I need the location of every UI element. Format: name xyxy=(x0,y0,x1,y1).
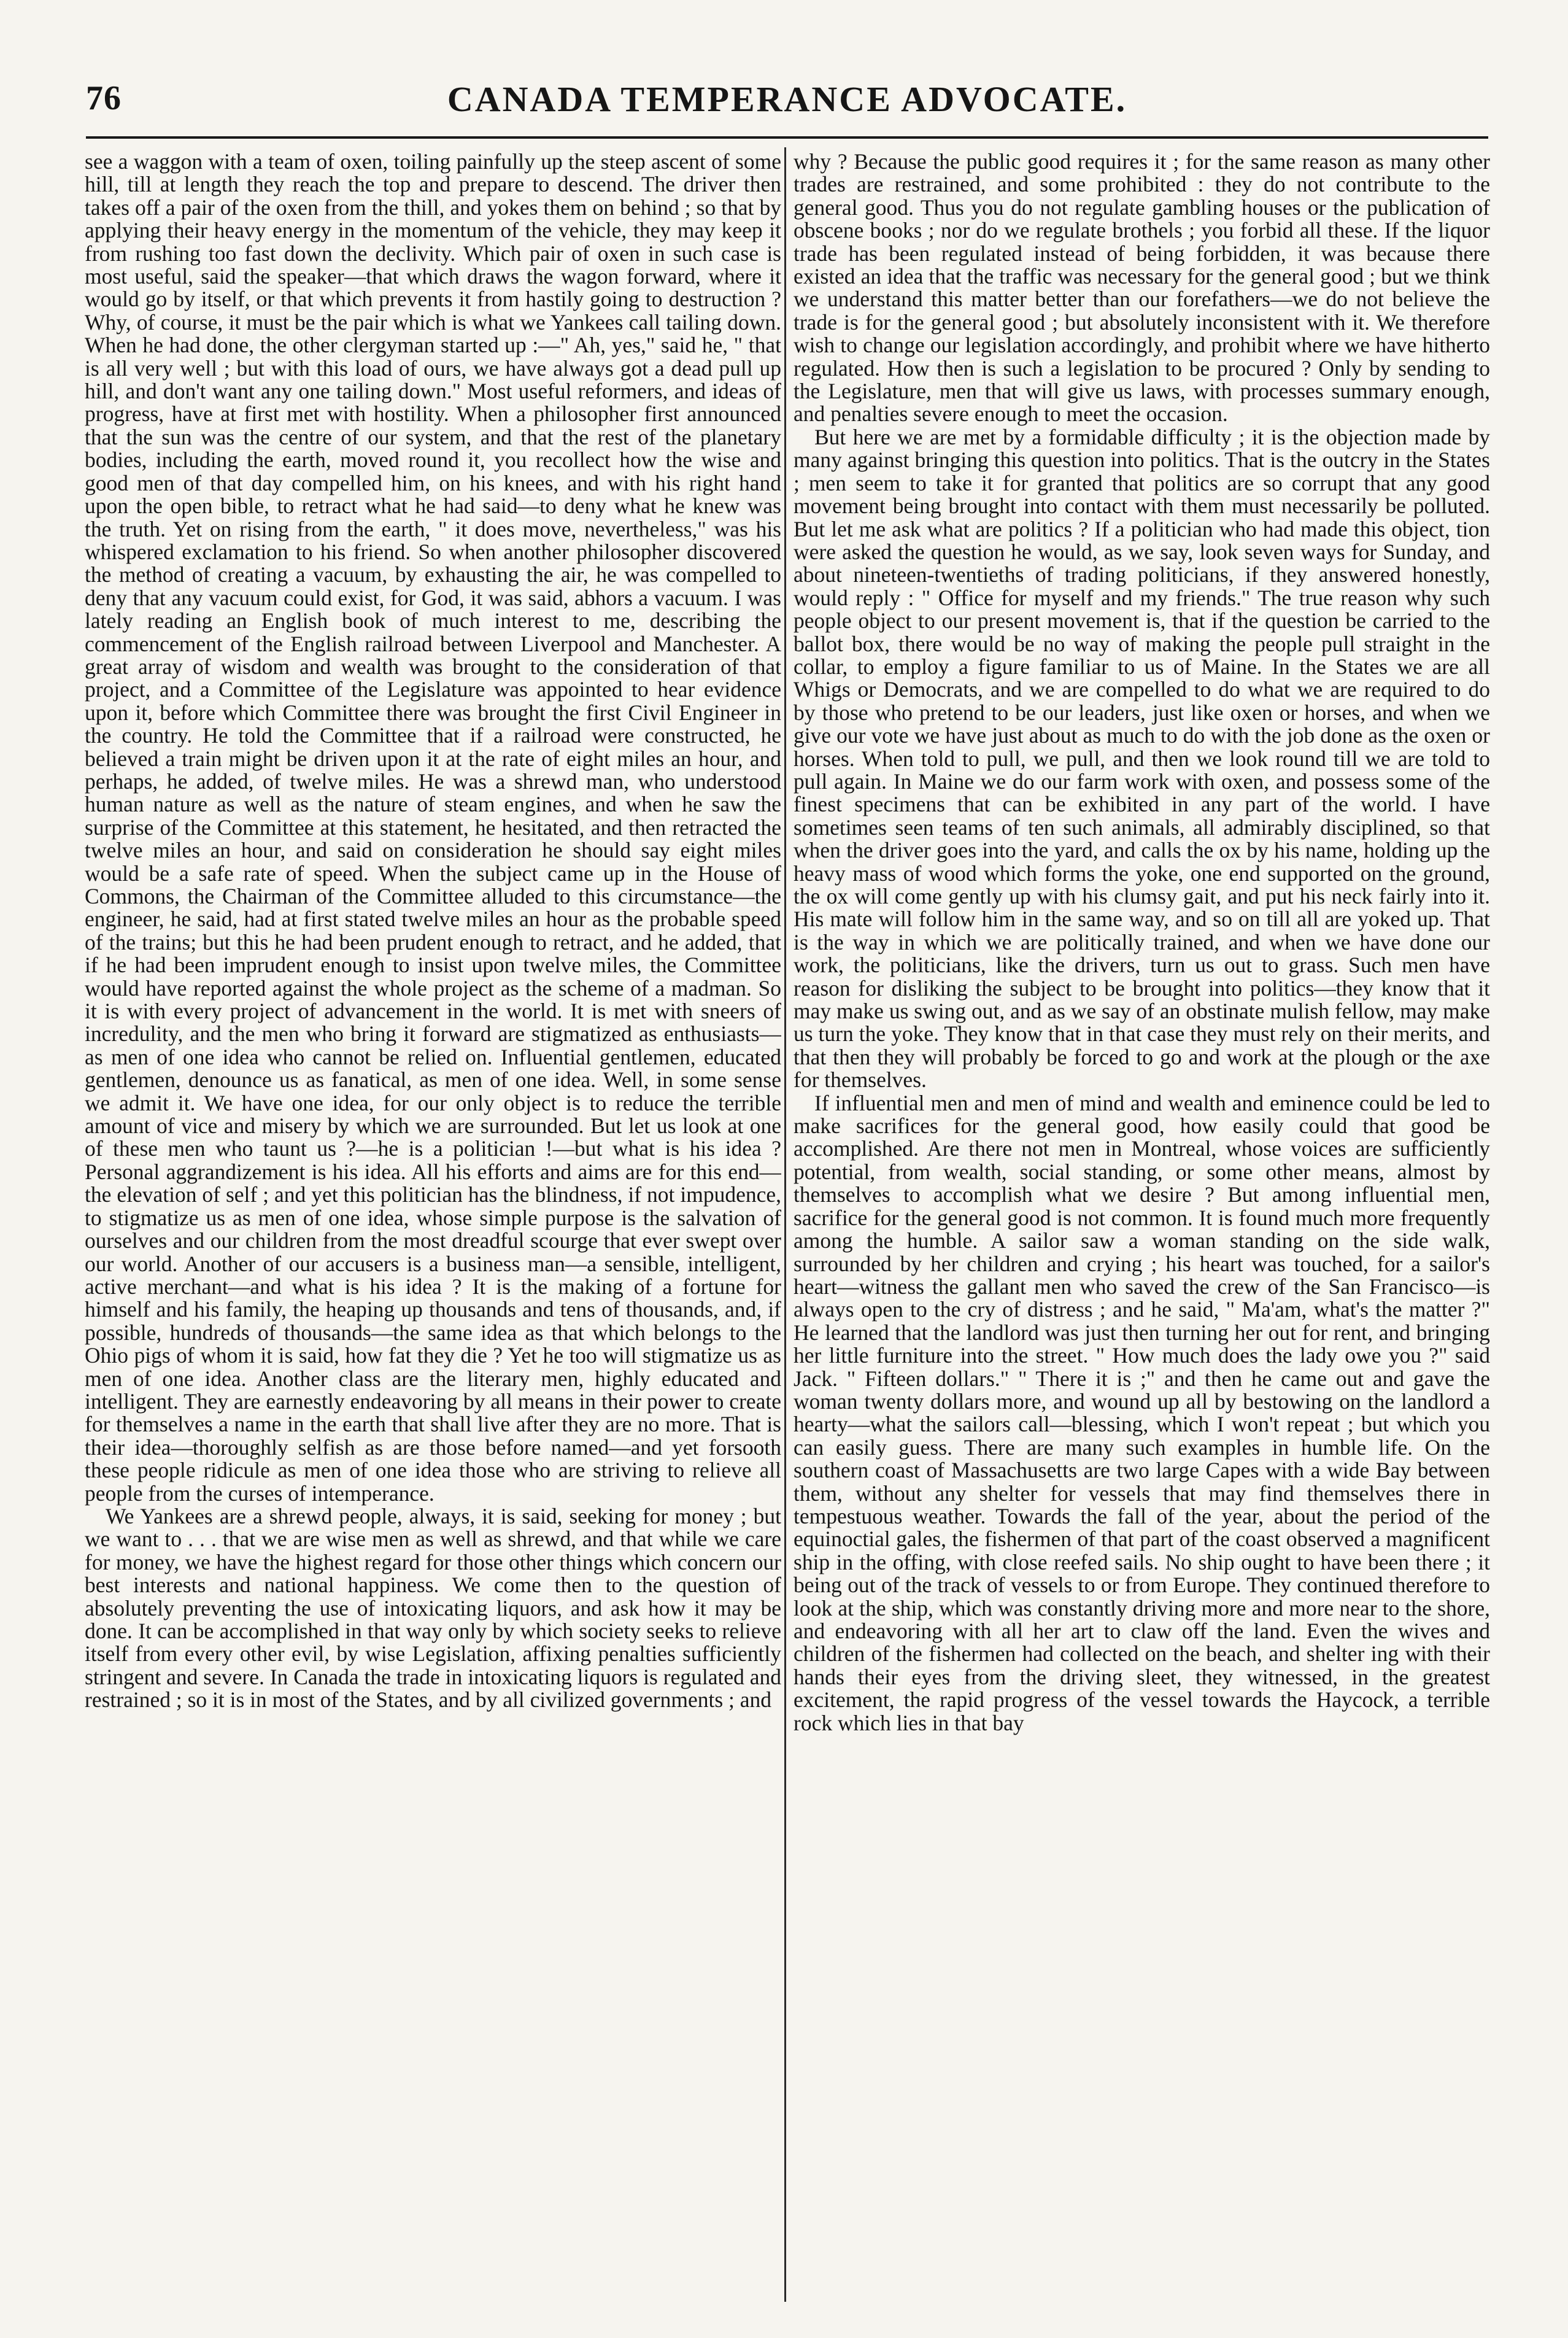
paragraph: But here we are met by a formidable difficulty ; it is the objection made by many against bringing this question into politics. That is the outcry in the States ; men seem to take it for granted that politics are so corrupt that any good movement being brought into contact with them must necessarily be polluted. But let me ask what are politics ? If a politician who had made this object, tion were asked the question he would, as we say, look seven ways for Sunday, and about nineteen-twentieths of trading politicians, if they answered honestly, would reply : " Office for myself and my friends." The true reason why such people object to our present movement is, that if the question be carried to the ballot box, there would be no way of making the people pull straight in the collar, to employ a figure familiar to us of Maine. In the States we are all Whigs or Democrats, and we are compelled to do what we are required to do by those who pretend to be our leaders, just like oxen or horses, and when we give our vote we have just about as much to do with the job done as the oxen or horses. When told to pull, we pull, and then we look round till we are told to pull again. In Maine we do our farm work with oxen, and possess some of the finest specimens that can be exhibited in any part of the world. I have sometimes seen teams of ten such animals, all admirably disciplined, so that when the driver goes into the yard, and calls the ox by his name, holding up the heavy mass of wood which forms the yoke, one end supported on the ground, the ox will come gently up with his clumsy gait, and put his neck fairly into it. His mate will follow him in the same way, and so on till all are yoked up. That is the way in which we are politically trained, and when we have done our work, the politicians, like the drivers, turn us out to grass. Such men have reason for disliking the subject to be brought into politics—they know that it may make us swing out, and as we say of an obstinate mulish fellow, may make us turn the yoke. They know that in that case they must rely on their merits, and that then they will probably be forced to go and work at the plough or the axe for themselves. xyxy=(794,424,1490,1093)
page-header xyxy=(86,79,1488,134)
paragraph: We Yankees are a shrewd people, always, it is said, seeking for money ; but we want to . . . that we are wise men as well as shrewd, and that while we care for money, we have the highest regard for those other things which concern our best interests and national happiness. We come then to the question of absolutely preventing the use of intoxicating liquors, and ask how it may be done. It can be accomplished in that way only by which society seeks to relieve itself from every other evil, by wise Legislation, affixing penalties sufficiently stringent and severe. In Canada the trade in intoxicating liquors is regulated and restrained ; so it is in most of the States, and by all civilized governments ; and xyxy=(85,1503,781,1713)
running-title: CANADA TEMPERANCE ADVOCATE. xyxy=(447,79,1127,119)
paragraph: If influential men and men of mind and wealth and eminence could be led to make sacrifices for the general good, how easily could that good be accomplished. Are there not men in Montreal, whose voices are sufficiently potential, from wealth, social standing, or some other means, almost by themselves to accomplish what we desire ? But among influential men, sacrifice for the general good is not common. It is found much more frequently among the humble. A sailor saw a woman standing on the side walk, surrounded by her children and crying ; his heart was touched, for a sailor's heart—witness the gallant men who saved the crew of the San Francisco—is always open to the cry of distress ; and he said, " Ma'am, what's the matter ?" He learned that the landlord was just then turning her out for rent, and bringing her little furniture into the street. " How much does the lady owe you ?" said Jack. " Fifteen dollars." " There it is ;" and then he came out and gave the woman twenty dollars more, and wound up all by bestowing on the landlord a hearty—what the sailors call—blessing, which I won't repeat ; but which you can easily guess. There are many such examples in humble life. On the southern coast of Massachusetts are two large Capes with a wide Bay between them, without any shelter for vessels that may find themselves there in tempestuous weather. Towards the fall of the year, about the period of the equinoctial gales, the fishermen of that part of the coast observed a magnificent ship in the offing, with close reefed sails. No ship ought to have been there ; it being out of the track of vessels to or from Europe. They continued therefore to look at the ship, which was constantly driving more and more near to the shore, and endeavoring with all her art to claw off the land. Even the wives and children of the fishermen had collected on the beach, and shelter ing with their hands their eyes from the driving sleet, they witnessed, in the greatest excitement, the rapid progress of the vessel towards the Haycock, a terrible rock which lies in that bay xyxy=(794,1090,1490,1735)
paragraph: see a waggon with a team of oxen, toiling painfully up the steep ascent of some hill, till at length they reach the top and prepare to descend. The driver then takes off a pair of the oxen from the thill, and yokes them on behind ; so that by applying their heavy energy in the momentum of the vehicle, they may keep it from rushing too fast down the declivity. Which pair of oxen in such case is most useful, said the speaker—that which draws the wagon forward, where it would go by itself, or that which prevents it from hastily going to destruction ? Why, of course, it must be the pair which is what we Yankees call tailing down. When he had done, the other clergyman started up :—" Ah, yes," said he, " that is all very well ; but with this load of ours, we have always got a dead pull up hill, and don't want any one tailing down." Most useful reformers, and ideas of progress, have at first met with hostility. When a philosopher first announced that the sun was the centre of our system, and that the rest of the planetary bodies, including the earth, moved round it, you recollect how the wise and good men of that day compelled him, on his knees, and with his right hand upon the open bible, to retract what he had said—to deny what he knew was the truth. Yet on rising from the earth, " it does move, nevertheless," was his whispered exclamation to his friend. So when another philosopher discovered the method of creating a vacuum, by exhausting the air, he was compelled to deny that any vacuum could exist, for God, it was said, abhors a vacuum. I was lately reading an English book of much interest to me, describing the commencement of the English railroad between Liverpool and Manchester. A great array of wisdom and wealth was brought to the consideration of that project, and a Committee of the Legislature was appointed to hear evidence upon it, before which Committee there was brought the first Civil Engineer in the country. He told the Committee that if a railroad were constructed, he believed a train might be driven upon it at the rate of eight miles an hour, and perhaps, he added, of twelve miles. He was a shrewd man, who understood human nature as well as the nature of steam engines, and when he saw the surprise of the Committee at this statement, he hesitated, and then retracted the twelve miles an hour, and said on consideration he should say eight miles would be a safe rate of speed. When the subject came up in the House of Commons, the Chairman of the Committee alluded to this circumstance—the engineer, he said, had at first stated twelve miles an hour as the probable speed of the trains; but this he had been prudent enough to retract, and he added, that if he had been imprudent enough to insist upon twelve miles, the Committee would have reported against the whole project as the scheme of a madman. So it is with every project of advancement in the world. It is met with sneers of incredulity, and the men who bring it forward are stigmatized as enthusiasts—as men of one idea who cannot be relied on. Influential gentlemen, educated gentlemen, denounce us as fanatical, as men of one idea. Well, in some sense we admit it. We have one idea, for our only object is to reduce the terrible amount of vice and misery by which we are surrounded. But let us look at one of these men who taunt us ?—he is a politician !—but what is his idea ? Personal aggrandizement is his idea. All his efforts and aims are for this end—the elevation of self ; and yet this politician has the blindness, if not impudence, to stigmatize us as men of one idea, whose simple purpose is the salvation of ourselves and our children from the most dreadful scourge that ever swept over our world. Another of our accusers is a business man—a sensible, intelligent, active merchant—and what is his idea ? It is the making of a fortune for himself and his family, the heaping up thousands and tens of thousands, and, if possible, hundreds of thousands—the same idea as that which belongs to the Ohio pigs of whom it is said, how fat they die ? Yet he too will stigmatize us as men of one idea. Another class are the literary men, highly educated and intelligent. They are earnestly endeavoring by all means in their power to create for themselves a name in the earth that shall live after they are no more. That is their idea—thoroughly selfish as are those before named—and yet forsooth these people ridicule as men of one idea those who are striving to relieve all people from the curses of intemperance. xyxy=(85,150,781,1506)
header-rule xyxy=(86,136,1488,139)
column-divider xyxy=(784,147,786,2302)
left-column xyxy=(85,150,781,2299)
right-column xyxy=(794,150,1490,2299)
paragraph: why ? Because the public good requires it ; for the same reason as many other trades are restrained, and some prohibited : they do not contribute to the general good. Thus you do not regulate gambling houses or the publication of obscene books ; nor do we regulate brothels ; you forbid all these. If the liquor trade has been regulated instead of being forbidden, it was because there existed an idea that the traffic was necessary for the general good ; but we think we understand this matter better than our forefathers—we do not believe the trade is for the general good ; but absolutely inconsistent with it. We therefore wish to change our legislation accordingly, and prohibit where we have hitherto regulated. How then is such a legislation to be procured ? Only by sending to the Legislature, men that will give us laws, with processes summary enough, and penalties severe enough to meet the occasion. xyxy=(794,150,1490,427)
page-number: 76 xyxy=(86,79,122,117)
